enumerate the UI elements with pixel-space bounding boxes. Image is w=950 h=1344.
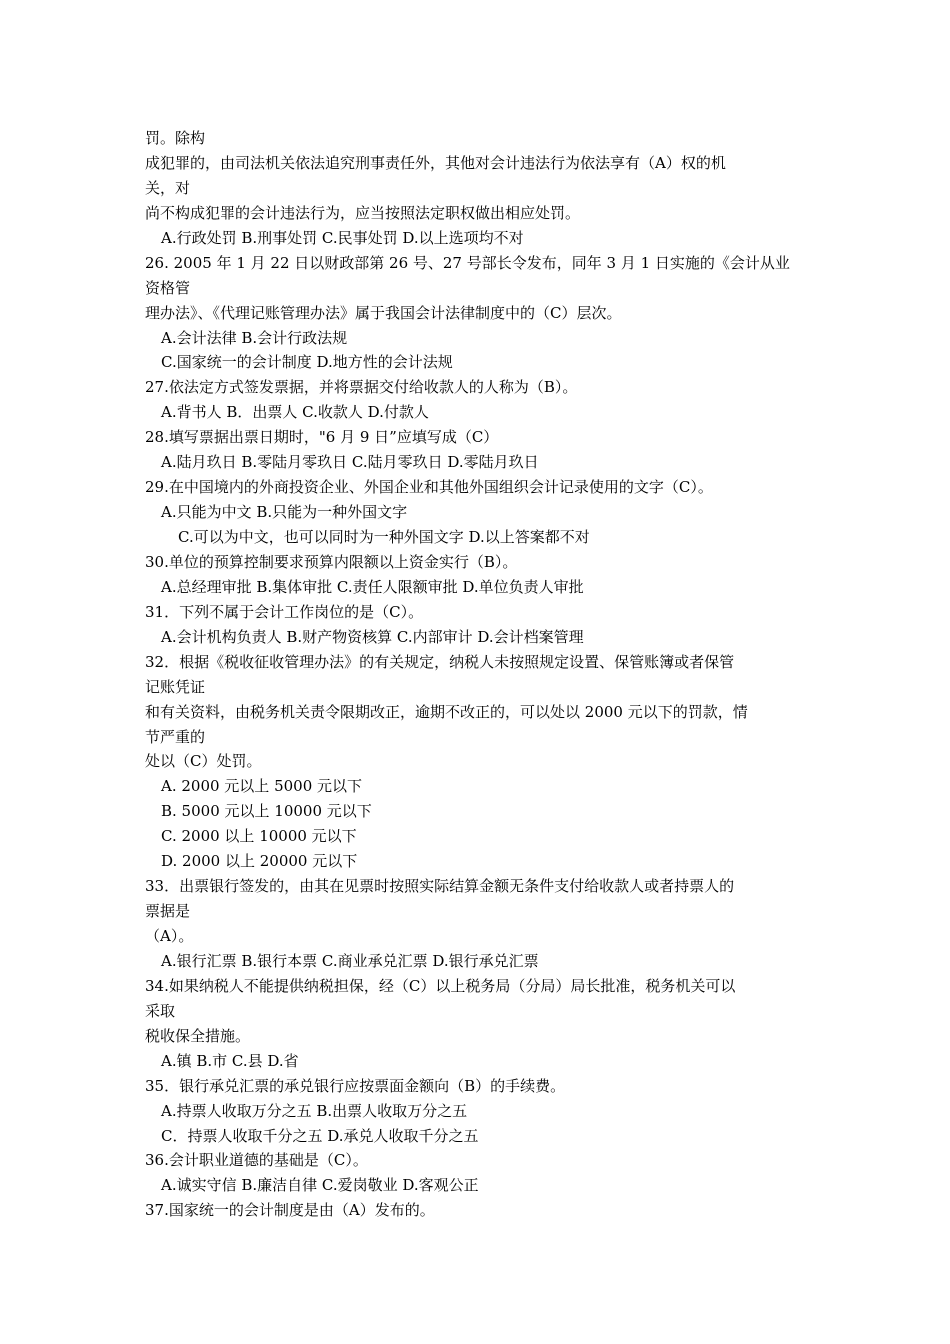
text-line: 34.如果纳税人不能提供纳税担保，经（C）以上税务局（分局）局长批准，税务机关可以	[145, 976, 736, 995]
text-line: 28.填写票据出票日期时，"6 月 9 日”应填写成（C）	[145, 428, 499, 447]
text-line: 理办法》、《代理记账管理办法》属于我国会计法律制度中的（C）层次。	[145, 303, 622, 322]
text-line: 票据是	[145, 902, 191, 921]
text-line: 33．出票银行签发的，由其在见票时按照实际结算金额无条件支付给收款人或者持票人的	[145, 877, 735, 896]
text-line: 采取	[145, 1001, 176, 1020]
text-line: 29.在中国境内的外商投资企业、外国企业和其他外国组织会计记录使用的文字（C）。	[145, 478, 713, 497]
text-line: 和有关资料，由税务机关责令限期改正，逾期不改正的，可以处以 2000 元以下的罚款，情	[145, 702, 748, 721]
text-line: 31．下列不属于会计工作岗位的是（C）。	[145, 602, 424, 621]
text-line: A.陆月玖日 B.零陆月零玖日 C.陆月零玖日 D.零陆月玖日	[161, 453, 539, 472]
text-line: 罚。除构	[145, 129, 206, 147]
text-line: D. 2000 以上 20000 元以下	[161, 852, 358, 871]
text-line: C.国家统一的会计制度 D.地方性的会计法规	[161, 353, 453, 372]
text-line: 处以（C）处罚。	[145, 752, 262, 771]
text-line: A. 2000 元以上 5000 元以下	[161, 777, 363, 796]
text-line: 成犯罪的，由司法机关依法追究刑事责任外，其他对会计违法行为依法享有（A）权的机	[145, 153, 726, 172]
text-line: A.镇 B.市 C.县 D.省	[161, 1051, 299, 1070]
text-line: C. 2000 以上 10000 元以下	[161, 827, 357, 846]
text-line: 税收保全措施。	[145, 1026, 251, 1045]
text-line: （A）。	[145, 927, 194, 945]
text-line: A.总经理审批 B.集体审批 C.责任人限额审批 D.单位负责人审批	[161, 577, 584, 596]
text-line: 30.单位的预算控制要求预算内限额以上资金实行（B）。	[145, 552, 518, 571]
document-body	[145, 126, 815, 1223]
text-line: B. 5000 元以上 10000 元以下	[161, 802, 372, 821]
text-line: C.可以为中文，也可以同时为一种外国文字 D.以上答案都不对	[178, 528, 590, 546]
text-line: C．持票人收取千分之五 D.承兑人收取千分之五	[161, 1126, 479, 1145]
text-line: A.持票人收取万分之五 B.出票人收取万分之五	[161, 1101, 468, 1120]
text-line: A.背书人 B．出票人 C.收款人 D.付款人	[161, 403, 429, 422]
text-line: 记账凭证	[145, 677, 206, 696]
text-line: 27.依法定方式签发票据，并将票据交付给收款人的人称为（B）。	[145, 378, 578, 397]
text-line: 关，对	[145, 178, 191, 197]
text-line: A.会计法律 B.会计行政法规	[161, 328, 348, 347]
text-line: 尚不构成犯罪的会计违法行为，应当按照法定职权做出相应处罚。	[145, 203, 581, 222]
text-line: 资格管	[145, 278, 191, 297]
text-line: A.诚实守信 B.廉洁自律 C.爱岗敬业 D.客观公正	[161, 1176, 479, 1195]
text-line: 35．银行承兑汇票的承兑银行应按票面金额向（B）的手续费。	[145, 1076, 566, 1095]
text-line: 36.会计职业道德的基础是（C）。	[145, 1151, 368, 1170]
text-line: 37.国家统一的会计制度是由（A）发布的。	[145, 1201, 435, 1220]
text-line: 26. 2005 年 1 月 22 日以财政部第 26 号、27 号部长令发布，同年 3 月 1 日实施的《会计从业	[145, 253, 790, 272]
text-line: A.会计机构负责人 B.财产物资核算 C.内部审计 D.会计档案管理	[161, 627, 584, 646]
text-line: A.只能为中文 B.只能为一种外国文字	[161, 503, 408, 522]
text-line: A.行政处罚 B.刑事处罚 C.民事处罚 D.以上选项均不对	[161, 228, 524, 247]
text-line: 节严重的	[145, 727, 206, 746]
text-line: A.银行汇票 B.银行本票 C.商业承兑汇票 D.银行承兑汇票	[161, 951, 539, 970]
text-line: 32．根据《税收征收管理办法》的有关规定，纳税人未按照规定设置、保管账簿或者保管	[145, 652, 735, 671]
